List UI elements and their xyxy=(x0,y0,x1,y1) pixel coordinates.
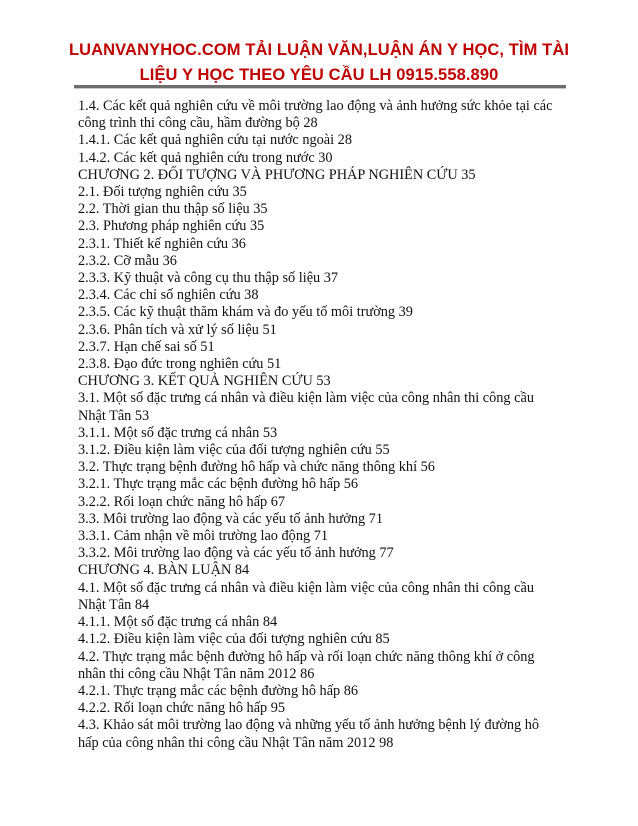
toc-line: 4.2.1. Thực trạng mắc các bệnh đường hô hấp 86 xyxy=(78,682,359,699)
table-of-contents xyxy=(78,98,568,752)
toc-line: 3.3.2. Môi trường lao động và các yếu tố ảnh hưởng 77 xyxy=(78,545,394,562)
toc-line: 2.3.7. Hạn chế sai số 51 xyxy=(78,338,215,355)
toc-line: 3.2.2. Rối loạn chức năng hô hấp 67 xyxy=(78,493,286,510)
toc-line: 2.3.8. Đạo đức trong nghiên cứu 51 xyxy=(78,356,282,373)
page-header xyxy=(60,38,578,88)
toc-line: 2.1. Đối tượng nghiên cứu 35 xyxy=(78,184,247,201)
toc-line: CHƯƠNG 3. KẾT QUẢ NGHIÊN CỨU 53 xyxy=(78,373,331,390)
toc-line: CHƯƠNG 2. ĐỐI TƯỢNG VÀ PHƯƠNG PHÁP NGHIÊN CỨU 35 xyxy=(78,166,476,183)
toc-line: 2.3. Phương pháp nghiên cứu 35 xyxy=(78,218,265,235)
toc-line: nhân thi công cầu Nhật Tân năm 2012 86 xyxy=(78,665,315,682)
toc-line: 2.3.2. Cỡ mẫu 36 xyxy=(78,252,177,269)
toc-line: 4.2. Thực trạng mắc bệnh đường hô hấp và rối loạn chức năng thông khí ở công xyxy=(78,648,535,665)
toc-line: 4.1.1. Một số đặc trưng cá nhân 84 xyxy=(78,614,278,631)
toc-line: công trình thi công cầu, hầm đường bộ 28 xyxy=(78,115,318,132)
toc-line: 2.3.6. Phân tích và xử lý số liệu 51 xyxy=(78,321,277,338)
toc-line: 3.1.1. Một số đặc trưng cá nhân 53 xyxy=(78,424,278,441)
toc-line: 2.3.1. Thiết kế nghiên cứu 36 xyxy=(78,235,246,252)
toc-line: 1.4.1. Các kết quả nghiên cứu tại nước ngoài 28 xyxy=(78,132,352,149)
toc-line: 3.2. Thực trạng bệnh đường hô hấp và chức năng thông khí 56 xyxy=(78,459,435,476)
toc-line: 4.3. Khảo sát môi trường lao động và những yếu tố ảnh hưởng bệnh lý đường hô xyxy=(78,717,540,734)
toc-line: hấp của công nhân thi công cầu Nhật Tân năm 2012 98 xyxy=(78,734,394,751)
header-divider xyxy=(74,85,566,89)
toc-line: 3.3.1. Cảm nhận về môi trường lao động 71 xyxy=(78,528,328,545)
toc-line: 4.2.2. Rối loạn chức năng hô hấp 95 xyxy=(78,700,286,717)
toc-line: Nhật Tân 53 xyxy=(78,407,150,424)
toc-line: 1.4. Các kết quả nghiên cứu về môi trường lao động và ảnh hưởng sức khỏe tại các xyxy=(78,98,553,114)
toc-line: 4.1. Một số đặc trưng cá nhân và điều kiện làm việc của công nhân thi công cầu xyxy=(78,579,534,596)
toc-line: 3.3. Môi trường lao động và các yếu tố ảnh hưởng 71 xyxy=(78,510,383,527)
toc-line: 3.2.1. Thực trạng mắc các bệnh đường hô hấp 56 xyxy=(78,476,359,493)
toc-line: Nhật Tân 84 xyxy=(78,596,150,613)
toc-line: 4.1.2. Điều kiện làm việc của đối tượng nghiên cứu 85 xyxy=(78,631,390,648)
toc-line: 2.3.3. Kỹ thuật và công cụ thu thập số liệu 37 xyxy=(78,270,339,287)
toc-line: CHƯƠNG 4. BÀN LUẬN 84 xyxy=(78,562,250,579)
header-line-2: LIỆU Y HỌC THEO YÊU CẦU LH 0915.558.890 xyxy=(139,66,499,84)
header-line-1: LUANVANYHOC.COM TẢI LUẬN VĂN,LUẬN ÁN Y HỌC, TÌM TÀI xyxy=(68,41,570,59)
toc-line: 2.3.5. Các kỹ thuật thăm khám và đo yếu tố môi trường 39 xyxy=(78,304,413,321)
toc-line: 2.3.4. Các chỉ số nghiên cứu 38 xyxy=(78,287,259,304)
toc-line: 3.1.2. Điều kiện làm việc của đối tượng nghiên cứu 55 xyxy=(78,442,390,459)
toc-line: 2.2. Thời gian thu thập số liệu 35 xyxy=(78,201,268,218)
toc-line: 3.1. Một số đặc trưng cá nhân và điều kiện làm việc của công nhân thi công cầu xyxy=(78,390,534,407)
toc-line: 1.4.2. Các kết quả nghiên cứu trong nước 30 xyxy=(78,149,333,166)
